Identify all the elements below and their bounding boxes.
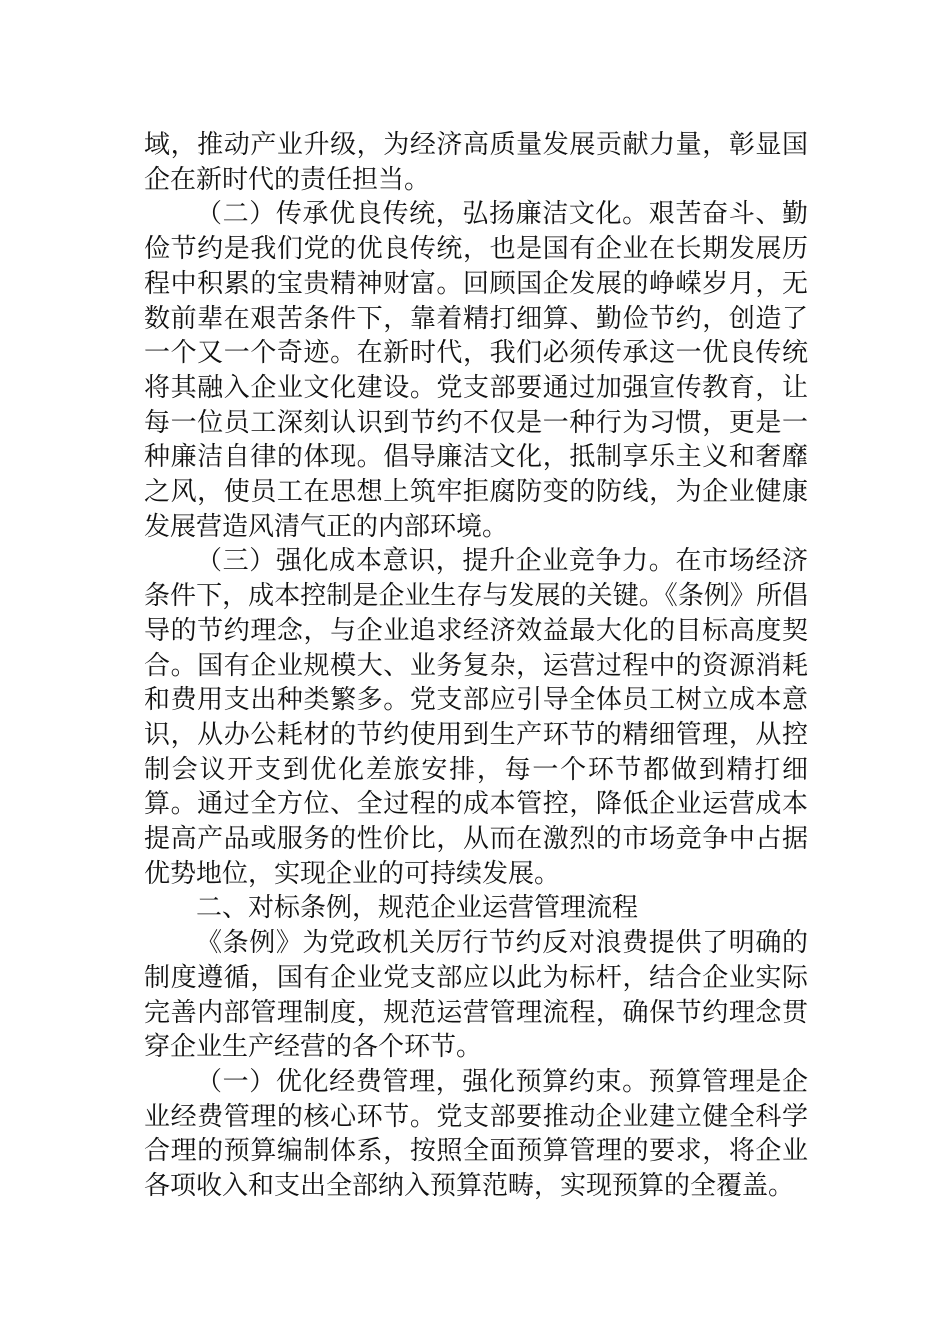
section-heading: 二、对标条例，规范企业运营管理流程 — [196, 893, 639, 924]
paragraph-cost-awareness: （三）强化成本意识，提升企业竞争力。在市场经济条件下，成本控制是企业生存与发展的关键。《条例》所倡导的节约理念，与企业追求经济效益最大化的目标高度契合。国有企业规模大、业务复杂，运营过程中的资源消耗和费用支出种类繁多。党支部应引导全体员工树立成本意识，从办公耗材的节约使用到生产环节的精细管理，从控制会议开支到优化差旅安排，每一个环节都做到精打细算。通过全方位、全过程的成本管控，降低企业运营成本提高产品或服务的性价比，从而在激烈的市场竞争中占据优势地位，实现企业的可持续发展。 — [144, 546, 808, 889]
paragraph-intro: 《条例》为党政机关厉行节约反对浪费提供了明确的制度遵循，国有企业党支部应以此为标杆，结合企业实际完善内部管理制度，规范运营管理流程，确保节约理念贯穿企业生产经营的各个环节。 — [144, 928, 808, 1063]
paragraph-tradition: （二）传承优良传统，弘扬廉洁文化。艰苦奋斗、勤俭节约是我们党的优良传统，也是国有企业在长期发展历程中积累的宝贵精神财富。回顾国企发展的峥嵘岁月，无数前辈在艰苦条件下，靠着精打细算、勤俭节约，创造了一个又一个奇迹。在新时代，我们必须传承这一优良传统将其融入企业文化建设。党支部要通过加强宣传教育，让每一位员工深刻认识到节约不仅是一种行为习惯，更是一种廉洁自律的体现。倡导廉洁文化，抵制享乐主义和奢靡之风，使员工在思想上筑牢拒腐防变的防线，为企业健康发展营造风清气正的内部环境。 — [144, 199, 808, 542]
paragraph-continued: 域，推动产业升级，为经济高质量发展贡献力量，彰显国企在新时代的责任担当。 — [144, 130, 808, 195]
paragraph-budget: （一）优化经费管理，强化预算约束。预算管理是企业经费管理的核心环节。党支部要推动企业建立健全科学合理的预算编制体系，按照全面预算管理的要求，将企业各项收入和支出全部纳入预算范畴，实现预算的全覆盖。 — [144, 1066, 808, 1202]
document-page — [144, 128, 808, 1204]
